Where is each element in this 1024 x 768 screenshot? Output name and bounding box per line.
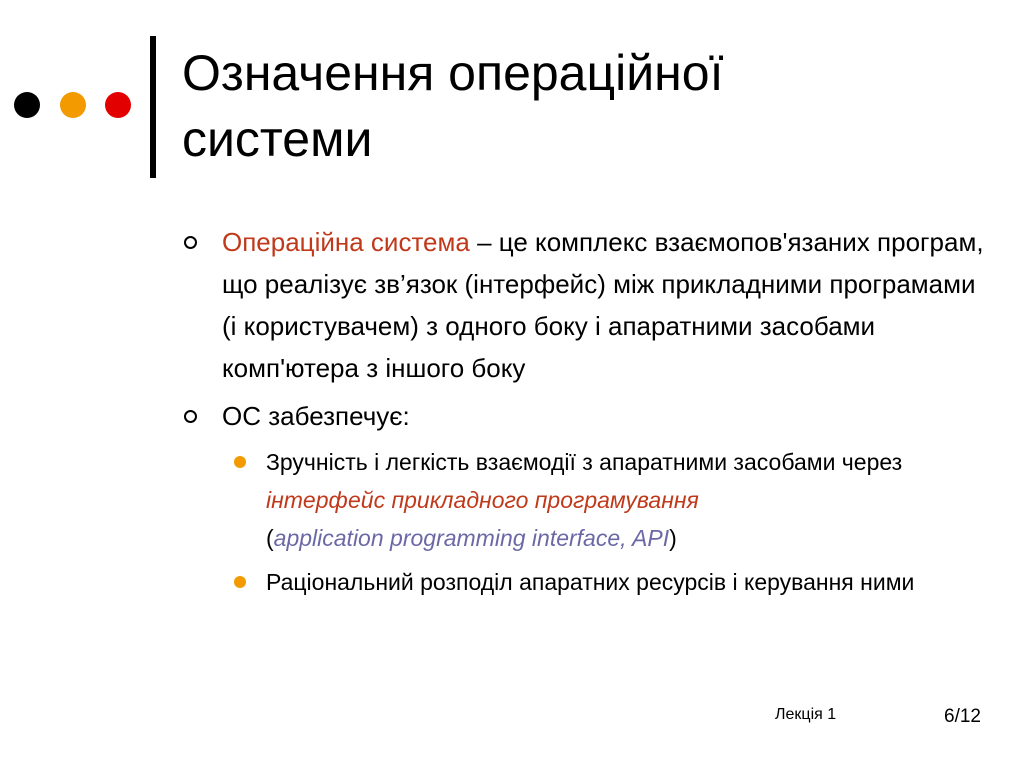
sub-bullet-convenience [182, 443, 992, 557]
convenience-text: Зручність і легкість взаємодії з апаратними засобами через [266, 449, 903, 475]
api-english: application programming interface, API [273, 525, 670, 551]
sub-bullet-resources [182, 563, 992, 601]
orange-bullet-icon [234, 456, 246, 468]
red-dot-icon [105, 92, 131, 118]
definition-text: – це комплекс взаємопов'язаних програм, що реалізує зв’язок (інтерфейс) між прикладними програмами (і користувачем) з одного боку і апаратними засобами комп'ютера з іншого боку [222, 227, 984, 383]
bullet-provides [182, 395, 992, 437]
title-line-1: Означення операційної [182, 45, 724, 101]
os-term: Операційна система [222, 227, 470, 257]
page-number: 6/12 [944, 706, 981, 727]
title-divider [150, 36, 156, 178]
black-dot-icon [14, 92, 40, 118]
bullet-definition [182, 221, 992, 389]
ring-bullet-icon [184, 410, 197, 423]
api-term: інтерфейс прикладного програмування [266, 487, 699, 513]
ring-bullet-icon [184, 236, 197, 249]
orange-bullet-icon [234, 576, 246, 588]
orange-dot-icon [60, 92, 86, 118]
paren-close: ) [669, 525, 677, 551]
provides-text: ОС забезпечує: [222, 401, 410, 431]
slide-title [182, 40, 1002, 172]
paren-open: ( [266, 525, 274, 551]
footer-lecture: Лекція 1 [775, 706, 837, 723]
slide-content [182, 221, 992, 607]
resources-text: Раціональний розподіл апаратних ресурсів і керування ними [266, 569, 915, 595]
title-line-2: системи [182, 111, 373, 167]
